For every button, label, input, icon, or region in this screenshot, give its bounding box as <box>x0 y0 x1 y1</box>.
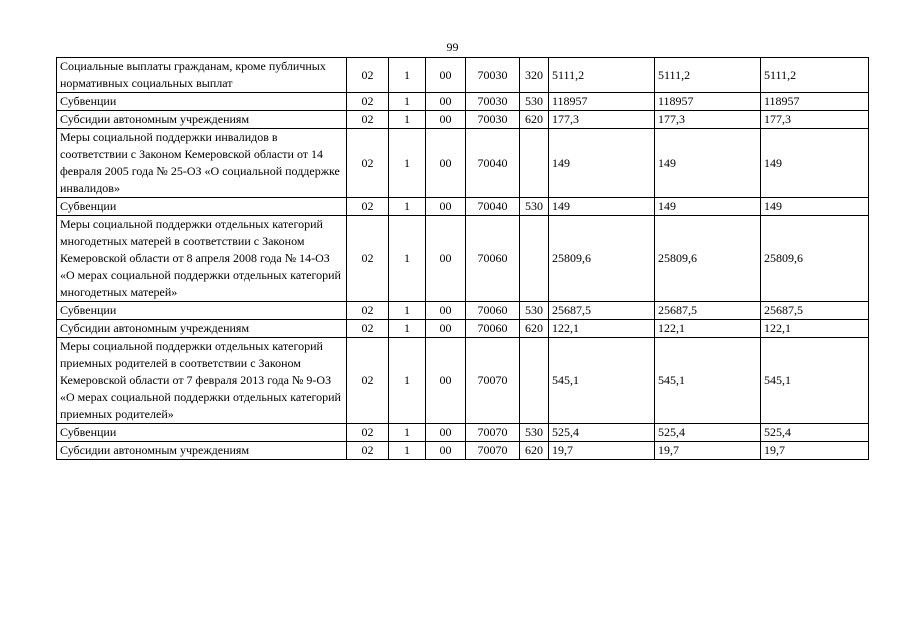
table-row <box>57 320 869 338</box>
amount-3-cell: 122,1 <box>761 320 869 338</box>
section-cell: 02 <box>347 93 389 111</box>
amount-2-cell: 545,1 <box>655 338 761 424</box>
page-number: 99 <box>446 40 459 54</box>
table-body <box>57 58 869 460</box>
amount-3-cell: 25809,6 <box>761 216 869 302</box>
row-name-cell: Социальные выплаты гражданам, кроме публичных нормативных социальных выплат <box>57 58 347 93</box>
section-cell: 02 <box>347 302 389 320</box>
article-cell: 70030 <box>466 93 520 111</box>
program-cell: 00 <box>426 198 466 216</box>
table-row <box>57 198 869 216</box>
amount-2-cell: 118957 <box>655 93 761 111</box>
program-cell: 00 <box>426 216 466 302</box>
subsection-cell: 1 <box>389 442 426 460</box>
program-cell: 00 <box>426 111 466 129</box>
subsection-cell: 1 <box>389 198 426 216</box>
amount-1-cell: 25687,5 <box>549 302 655 320</box>
program-cell: 00 <box>426 320 466 338</box>
table-row <box>57 338 869 424</box>
table-row <box>57 442 869 460</box>
article-cell: 70060 <box>466 320 520 338</box>
article-cell: 70060 <box>466 216 520 302</box>
amount-3-cell: 25687,5 <box>761 302 869 320</box>
amount-3-cell: 525,4 <box>761 424 869 442</box>
section-cell: 02 <box>347 58 389 93</box>
section-cell: 02 <box>347 320 389 338</box>
table-row <box>57 129 869 198</box>
table-row <box>57 302 869 320</box>
row-name-cell: Меры социальной поддержки отдельных категорий многодетных матерей в соответствии с Законом Кемеровской области от 8 апреля 2008 года № 14-ОЗ «О мерах социальной поддержки отдельных категорий многодетных матерей» <box>57 216 347 302</box>
subsection-cell: 1 <box>389 58 426 93</box>
amount-2-cell: 177,3 <box>655 111 761 129</box>
expense-type-cell <box>520 338 549 424</box>
section-cell: 02 <box>347 216 389 302</box>
article-cell: 70030 <box>466 58 520 93</box>
amount-1-cell: 525,4 <box>549 424 655 442</box>
program-cell: 00 <box>426 424 466 442</box>
expense-type-cell <box>520 129 549 198</box>
program-cell: 00 <box>426 93 466 111</box>
amount-1-cell: 122,1 <box>549 320 655 338</box>
article-cell: 70040 <box>466 129 520 198</box>
table-row <box>57 424 869 442</box>
budget-table <box>56 57 869 460</box>
section-cell: 02 <box>347 111 389 129</box>
table-row <box>57 111 869 129</box>
subsection-cell: 1 <box>389 424 426 442</box>
program-cell: 00 <box>426 302 466 320</box>
amount-3-cell: 118957 <box>761 93 869 111</box>
article-cell: 70060 <box>466 302 520 320</box>
section-cell: 02 <box>347 442 389 460</box>
amount-3-cell: 19,7 <box>761 442 869 460</box>
row-name-cell: Меры социальной поддержки инвалидов в соответствии с Законом Кемеровской области от 14 февраля 2005 года № 25-ОЗ «О социальной поддержке инвалидов» <box>57 129 347 198</box>
subsection-cell: 1 <box>389 338 426 424</box>
amount-3-cell: 149 <box>761 198 869 216</box>
amount-3-cell: 545,1 <box>761 338 869 424</box>
amount-1-cell: 5111,2 <box>549 58 655 93</box>
amount-1-cell: 25809,6 <box>549 216 655 302</box>
amount-1-cell: 545,1 <box>549 338 655 424</box>
program-cell: 00 <box>426 442 466 460</box>
amount-2-cell: 525,4 <box>655 424 761 442</box>
section-cell: 02 <box>347 338 389 424</box>
expense-type-cell: 620 <box>520 442 549 460</box>
amount-1-cell: 118957 <box>549 93 655 111</box>
subsection-cell: 1 <box>389 129 426 198</box>
expense-type-cell: 530 <box>520 198 549 216</box>
amount-3-cell: 149 <box>761 129 869 198</box>
expense-type-cell: 530 <box>520 424 549 442</box>
amount-3-cell: 177,3 <box>761 111 869 129</box>
expense-type-cell <box>520 216 549 302</box>
amount-2-cell: 5111,2 <box>655 58 761 93</box>
row-name-cell: Субвенции <box>57 198 347 216</box>
subsection-cell: 1 <box>389 111 426 129</box>
row-name-cell: Субсидии автономным учреждениям <box>57 320 347 338</box>
article-cell: 70070 <box>466 338 520 424</box>
section-cell: 02 <box>347 198 389 216</box>
article-cell: 70070 <box>466 442 520 460</box>
subsection-cell: 1 <box>389 216 426 302</box>
amount-1-cell: 149 <box>549 129 655 198</box>
program-cell: 00 <box>426 129 466 198</box>
amount-3-cell: 5111,2 <box>761 58 869 93</box>
amount-2-cell: 25687,5 <box>655 302 761 320</box>
row-name-cell: Субсидии автономным учреждениям <box>57 111 347 129</box>
section-cell: 02 <box>347 424 389 442</box>
program-cell: 00 <box>426 338 466 424</box>
row-name-cell: Субвенции <box>57 424 347 442</box>
subsection-cell: 1 <box>389 320 426 338</box>
amount-2-cell: 149 <box>655 129 761 198</box>
row-name-cell: Субвенции <box>57 302 347 320</box>
row-name-cell: Меры социальной поддержки отдельных категорий приемных родителей в соответствии с Законом Кемеровской области от 7 февраля 2013 года № 9-ОЗ «О мерах социальной поддержки отдельных категорий приемных родителей» <box>57 338 347 424</box>
expense-type-cell: 530 <box>520 302 549 320</box>
program-cell: 00 <box>426 58 466 93</box>
amount-2-cell: 122,1 <box>655 320 761 338</box>
subsection-cell: 1 <box>389 93 426 111</box>
table-row <box>57 58 869 93</box>
subsection-cell: 1 <box>389 302 426 320</box>
amount-2-cell: 19,7 <box>655 442 761 460</box>
table-row <box>57 93 869 111</box>
article-cell: 70030 <box>466 111 520 129</box>
expense-type-cell: 620 <box>520 320 549 338</box>
table-row <box>57 216 869 302</box>
amount-1-cell: 177,3 <box>549 111 655 129</box>
expense-type-cell: 620 <box>520 111 549 129</box>
section-cell: 02 <box>347 129 389 198</box>
article-cell: 70070 <box>466 424 520 442</box>
article-cell: 70040 <box>466 198 520 216</box>
amount-2-cell: 149 <box>655 198 761 216</box>
amount-1-cell: 19,7 <box>549 442 655 460</box>
row-name-cell: Субсидии автономным учреждениям <box>57 442 347 460</box>
amount-2-cell: 25809,6 <box>655 216 761 302</box>
expense-type-cell: 320 <box>520 58 549 93</box>
amount-1-cell: 149 <box>549 198 655 216</box>
expense-type-cell: 530 <box>520 93 549 111</box>
row-name-cell: Субвенции <box>57 93 347 111</box>
